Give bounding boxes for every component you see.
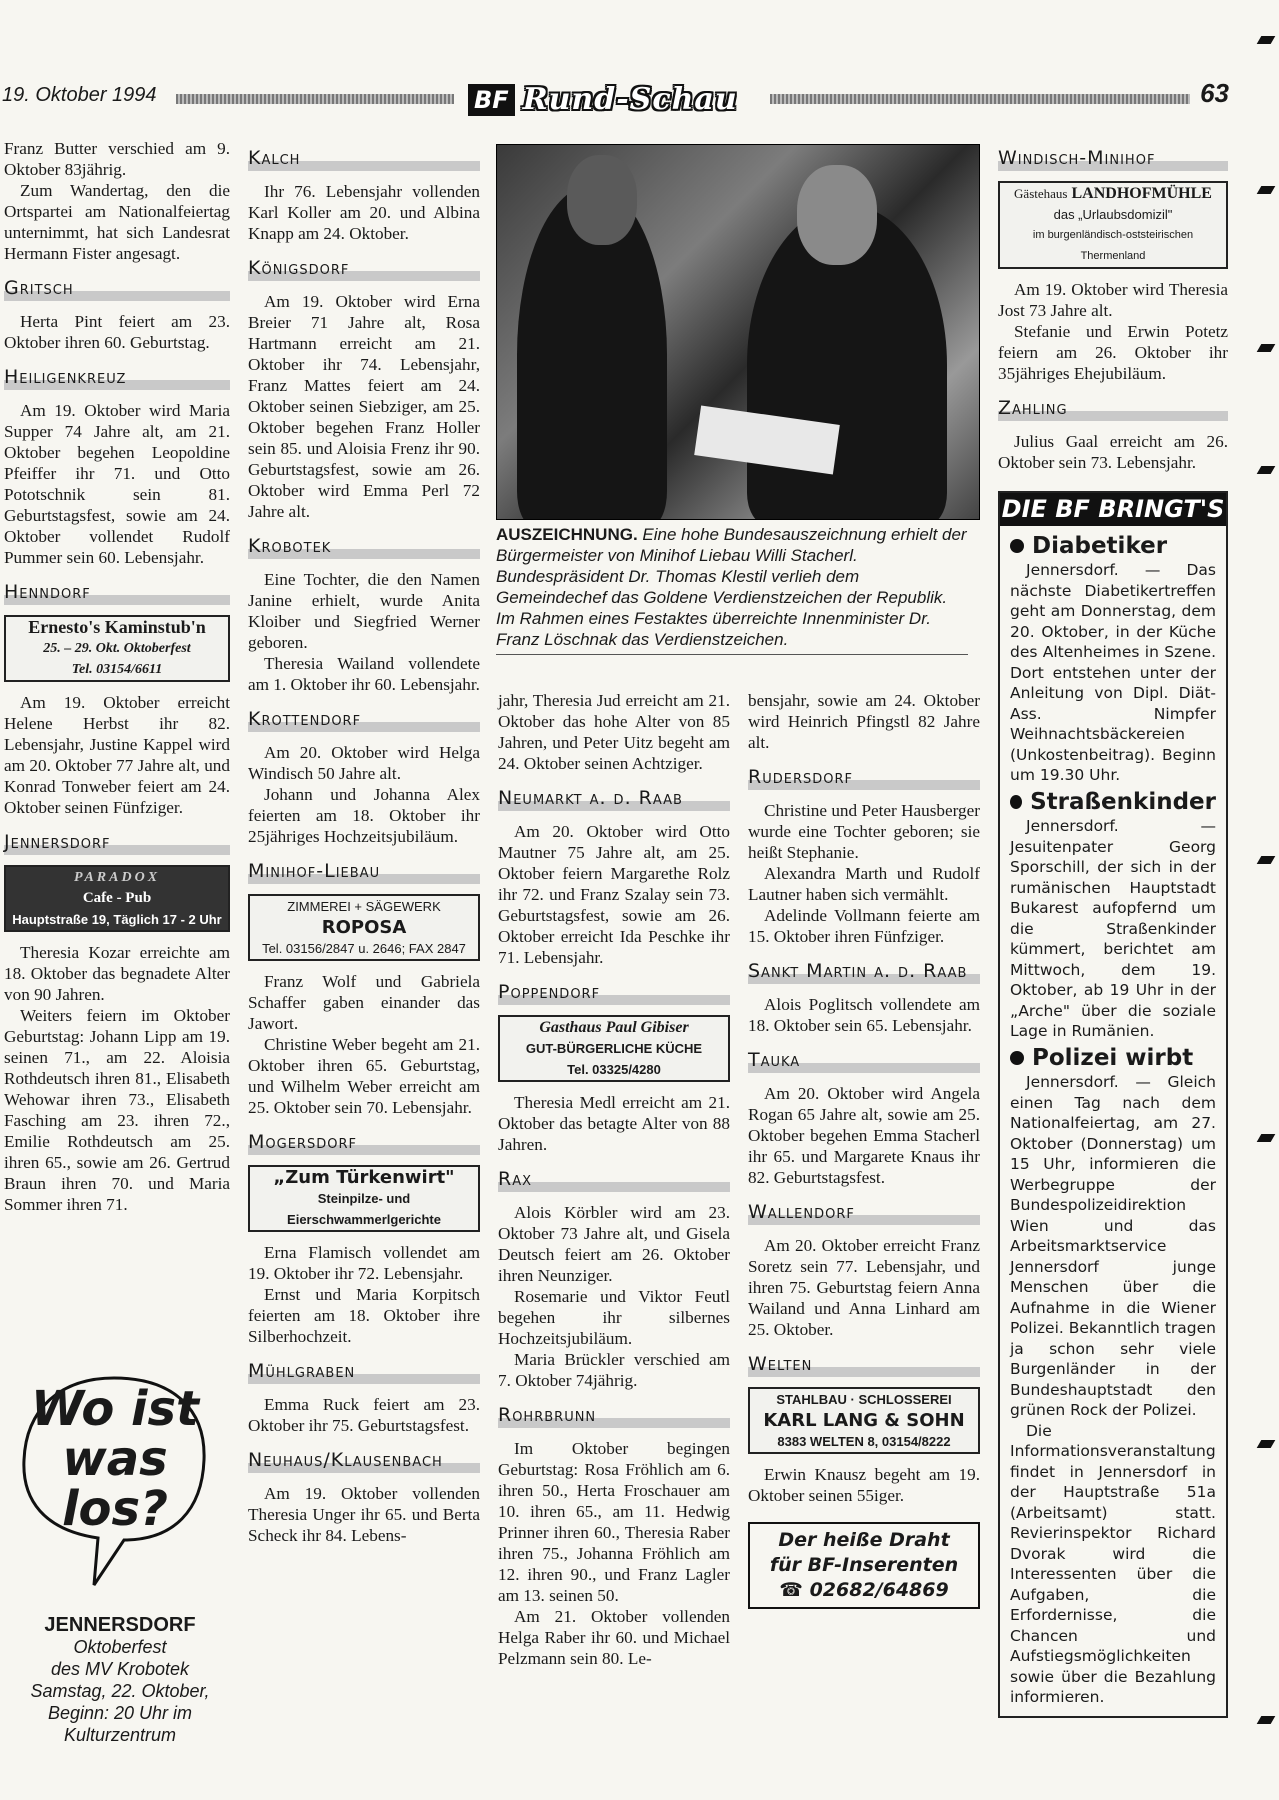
ad-paradox — [4, 865, 230, 932]
hotline-box — [748, 1522, 980, 1609]
column-3 — [498, 690, 730, 1669]
hotline-line: für BF-Inserenten — [769, 1554, 959, 1576]
article-paragraph: Am 20. Oktober wird Angela Rogan 65 Jahre alt, sowie am 25. Oktober begehen Emma Stacherl ihr 65. und Margarete Knaus ihr 82. Geburtstagsfest. — [748, 1084, 980, 1187]
article-paragraph: Franz Wolf und Gabriela Schaffer gaben einander das Jawort. — [248, 972, 480, 1033]
article-paragraph: Rosemarie und Viktor Feutl begehen ihr silbernes Hochzeitsjubiläum. — [498, 1287, 730, 1348]
article-paragraph: Adelinde Vollmann feierte am 15. Oktober ihren Fünfziger. — [748, 906, 980, 946]
ad-title: LANDHOFMÜHLE — [1071, 185, 1212, 202]
article-paragraph: Am 19. Oktober wird Maria Supper 74 Jahre alt, am 21. Oktober begehen Leopoldine Pfeiffer ihr 71. und Otto Pototschnik sein 81. Geburtstagsfest, sowie am 24. Oktober vollendet Rudolf Pummer sein 60. Lebensjahr. — [4, 401, 230, 567]
bullet-icon — [1010, 539, 1024, 553]
article-paragraph: Ernst und Maria Korpitsch feierten am 18. Oktober ihre Silberhochzeit. — [248, 1285, 480, 1346]
ad-title: PARADOX — [73, 870, 161, 885]
section-heading: Poppendorf — [498, 980, 730, 1005]
bubble-text: Wo ist was los? — [31, 1381, 199, 1537]
box-paragraph: Jennersdorf. — Das nächste Diabetikertreffen geht am Donnerstag, dem 20. Oktober, in der Küche des Altenheimes in Szene. Dort entstehen unter der Anleitung von Dipl. Diät-Ass. Nimpfer Weihnachtsbäckereien (Unkostenbeitrag). Beginn um 19.30 Uhr. — [1010, 561, 1216, 784]
ad-phone: Tel. 03154/6611 — [71, 662, 163, 677]
hotline-phone: 02682/64869 — [809, 1579, 949, 1601]
article-paragraph: Erwin Knausz begeht am 19. Oktober seinen 55iger. — [748, 1465, 980, 1505]
article-paragraph: Eine Tochter, die den Namen Janine erhielt, wurde Anita Kloiber und Siegfried Werner geboren. — [248, 570, 480, 652]
article-paragraph: Alois Poglitsch vollendete am 18. Oktober sein 65. Lebensjahr. — [748, 995, 980, 1035]
article-paragraph: Theresia Wailand vollendete am 1. Oktober ihr 60. Lebensjahr. — [248, 654, 480, 694]
box-heading: Straßenkinder — [1030, 788, 1216, 815]
ad-address: 8383 WELTEN 8, 03154/8222 — [777, 1434, 951, 1449]
event-line: Beginn: 20 Uhr im — [47, 1703, 193, 1723]
column-2 — [248, 138, 480, 1546]
section-heading: Zahling — [998, 396, 1228, 421]
article-paragraph: Erna Flamisch vollendet am 19. Oktober ihr 72. Lebensjahr. — [248, 1243, 480, 1283]
article-paragraph: Christine und Peter Hausberger wurde eine Tochter geboren; sie heißt Stephanie. — [748, 801, 980, 862]
ad-title: Ernesto's Kaminstub'n — [28, 617, 206, 637]
ad-text: im burgenländisch-oststeirischen Thermenland — [1032, 229, 1194, 262]
box-heading: Polizei wirbt — [1032, 1044, 1194, 1071]
article-paragraph: Am 19. Oktober wird Theresia Jost 73 Jahre alt. — [998, 280, 1228, 320]
column-5 — [998, 138, 1228, 1718]
scan-mark — [1257, 344, 1276, 352]
ad-text: Eierschwammerlgerichte — [287, 1212, 441, 1227]
section-heading: Rohrbrunn — [498, 1403, 730, 1428]
section-heading: Rudersdorf — [748, 765, 980, 790]
issue-date: 19. Oktober 1994 — [2, 84, 157, 106]
article-paragraph: Franz Butter verschied am 9. Oktober 83jährig. — [4, 139, 230, 179]
ad-text: Cafe - Pub — [82, 890, 152, 906]
box-paragraph: Jennersdorf. — Gleich einen Tag nach dem Nationalfeiertag, am 27. Oktober (Donnerstag) um 15 Uhr, informieren die Werbegruppe der Bundespolizeidirektion Wien und das Arbeitsmarktservice Jennersdorf junge Menschen über die Aufnahme in die Wiener Polizei. Bekanntlich tragen ja schon sehr viele Burgenländer in der Bundeshauptstadt den grünen Rock der Polizei. — [1010, 1073, 1216, 1419]
article-paragraph: jahr, Theresia Jud erreicht am 21. Oktober das hohe Alter von 85 Jahren, und Peter Uitz begeht am 24. Oktober seinen Achtziger. — [498, 691, 730, 773]
event-line: Oktoberfest — [73, 1637, 167, 1657]
event-line: Kulturzentrum — [63, 1725, 177, 1745]
section-heading: Welten — [748, 1352, 980, 1377]
article-paragraph: Im Oktober begingen Geburtstag: Rosa Fröhlich am 6. ihren 50., Herta Froschauer am 10. ihren 65., am 11. Hedwig Prinner ihren 60., Theresia Raber ihren 75., Johanna Fröhlich am 12. ihren 90., und Franz Lagler am 13. seinen 50. — [498, 1439, 730, 1605]
article-paragraph: Julius Gaal erreicht am 26. Oktober sein 73. Lebensjahr. — [998, 432, 1228, 472]
section-heading: Mühlgraben — [248, 1359, 480, 1384]
ad-text: GUT-BÜRGERLICHE KÜCHE — [525, 1041, 703, 1056]
article-paragraph: Herta Pint feiert am 23. Oktober ihren 60. Geburtstag. — [4, 312, 230, 352]
event-line: des MV Krobotek — [50, 1659, 190, 1679]
ad-text: Gästehaus — [1014, 186, 1068, 201]
article-paragraph: Christine Weber begeht am 21. Oktober ihren 65. Geburtstag, und Wilhelm Weber erreicht am 25. Oktober sein 70. Lebensjahr. — [248, 1035, 480, 1117]
bullet-icon — [1010, 795, 1022, 809]
scan-mark — [1257, 186, 1276, 194]
header-rule-right — [770, 94, 1190, 104]
article-paragraph: bensjahr, sowie am 24. Oktober wird Heinrich Pfingstl 82 Jahre alt. — [748, 691, 980, 752]
section-heading: Krottendorf — [248, 707, 480, 732]
header-rule-left — [176, 94, 454, 104]
ad-text: ZIMMEREI + SÄGEWERK — [287, 899, 441, 914]
ad-gibiser — [498, 1015, 730, 1082]
ad-address: Hauptstraße 19, Täglich 17 - 2 Uhr — [12, 912, 222, 927]
event-place: JENNERSDORF — [44, 1614, 196, 1636]
box-paragraph: Die Informationsveranstaltung findet in Jennersdorf in der Hauptstraße 51a (Arbeitsamt) statt. Revierinspektor Richard Dvorak wird die Interessenten über die Aufgaben, die Erfordernisse, die Chancen und Aufstiegsmöglichkeiten sowie über die Bezahlung informieren. — [1010, 1421, 1216, 1706]
ad-title: „Zum Türkenwirt" — [273, 1167, 455, 1188]
ad-text: Steinpilze- und — [317, 1191, 411, 1206]
section-heading: Windisch-Minihof — [998, 146, 1228, 171]
article-paragraph: Alexandra Marth und Rudolf Lautner haben sich vermählt. — [748, 864, 980, 904]
scan-mark — [1257, 1134, 1276, 1142]
bf-logo-box: BF — [468, 84, 515, 116]
ad-karl-lang — [748, 1387, 980, 1454]
section-heading: Krobotek — [248, 534, 480, 559]
section-heading: Königsdorf — [248, 256, 480, 281]
article-paragraph: Am 20. Oktober wird Otto Mautner 75 Jahre alt, am 25. Oktober feiern Margarethe Rolz ihr 72. und Franz Szalay sein 73. Geburtstagsfest, sowie am 26. Oktober erreicht Ida Peschke ihr 71. Lebensjahr. — [498, 822, 730, 967]
section-heading: Henndorf — [4, 580, 230, 605]
scan-mark — [1257, 856, 1276, 864]
article-paragraph: Ihr 76. Lebensjahr vollenden Karl Koller am 20. und Albina Knapp am 24. Oktober. — [248, 182, 480, 243]
ad-roposa — [248, 894, 480, 961]
article-paragraph: Theresia Kozar erreichte am 18. Oktober das begnadete Alter von 90 Jahren. — [4, 943, 230, 1004]
masthead-logo — [468, 82, 738, 117]
section-heading: Kalch — [248, 146, 480, 171]
photo-caption — [496, 524, 968, 655]
scan-mark — [1257, 36, 1276, 44]
article-paragraph: Am 19. Oktober vollenden Theresia Unger ihr 65. und Berta Scheck ihr 84. Lebens- — [248, 1484, 480, 1545]
award-photo — [496, 144, 980, 520]
article-paragraph: Am 20. Oktober wird Helga Windisch 50 Jahre alt. — [248, 743, 480, 783]
article-paragraph: Theresia Medl erreicht am 21. Oktober das betagte Alter von 88 Jahren. — [498, 1093, 730, 1154]
column-4 — [748, 690, 980, 1609]
article-paragraph: Am 19. Oktober erreicht Helene Herbst ihr 82. Lebensjahr, Justine Kappel wird am 20. Oktober 77 Jahre alt, und Konrad Tonweber feiert am 24. Oktober seinen Fünfziger. — [4, 693, 230, 817]
ad-text: 25. – 29. Okt. Oktoberfest — [43, 641, 191, 656]
box-heading: Diabetiker — [1032, 532, 1168, 559]
box-title: DIE BF BRINGT'S — [1000, 493, 1226, 526]
ad-title: ROPOSA — [321, 917, 407, 938]
section-heading: Neumarkt a. d. Raab — [498, 786, 730, 811]
ad-text: STAHLBAU · SCHLOSSEREI — [776, 1392, 952, 1407]
section-heading: Jennersdorf — [4, 830, 230, 855]
event-box — [20, 1614, 220, 1746]
column-1 — [4, 138, 230, 1215]
ad-title: KARL LANG & SOHN — [763, 1410, 965, 1431]
event-line: Samstag, 22. Oktober, — [30, 1681, 210, 1701]
article-paragraph: Weiters feiern im Oktober Geburtstag: Johann Lipp am 19. seinen 71., am 22. Aloisia Rothdeutsch ihren 81., Elisabeth Wehowar ihren 73., Elisabeth Fasching am 23. ihren 72., Emilie Rothdeutsch am 25. ihren 65., sowie am 26. Gertrud Braun ihren 70. und Maria Sommer ihren 71. — [4, 1006, 230, 1214]
section-heading: Heiligenkreuz — [4, 365, 230, 390]
ad-title: Gasthaus Paul Gibiser — [539, 1019, 689, 1036]
ad-tuerkenwirt — [248, 1165, 480, 1232]
ad-phone: Tel. 03156/2847 u. 2646; FAX 2847 — [262, 941, 466, 956]
phone-icon: ☎ — [779, 1579, 810, 1601]
article-paragraph: Am 19. Oktober wird Erna Breier 71 Jahre alt, Rosa Hartmann erreicht am 21. Oktober ihr 74. Lebensjahr, Franz Mattes feiert am 24. Oktober seinen Siebziger, am 25. Oktober begehen Franz Holler sein 85. und Aloisia Frenz ihr 90. Geburtstagsfest, sowie am 26. Oktober wird Emma Perl 72 Jahre alt. — [248, 292, 480, 521]
section-heading: Minihof-Liebau — [248, 859, 480, 884]
section-heading: Sankt Martin a. d. Raab — [748, 959, 980, 984]
article-paragraph: Zum Wandertag, den die Ortspartei am Nationalfeiertag unternimmt, hat sich Landesrat Hermann Fister angesagt. — [4, 181, 230, 263]
section-heading: Rax — [498, 1167, 730, 1192]
article-paragraph: Emma Ruck feiert am 23. Oktober ihr 75. Geburtstagsfest. — [248, 1395, 480, 1435]
hotline-line: Der heiße Draht — [778, 1529, 950, 1551]
caption-text: Eine hohe Bundesauszeichnung erhielt der Bürgermeister von Minihof Liebau Willi Stacherl. Bundespräsident Dr. Thomas Klestil verlieh dem Gemeindechef das Goldene Verdienstzeichen der Republik. Im Rahmen eines Festaktes überreichte Innenminister Dr. Franz Löschnak das Verdienstzeichen. — [496, 525, 967, 649]
section-heading: Mogersdorf — [248, 1130, 480, 1155]
scan-mark — [1257, 1440, 1276, 1448]
caption-head: AUSZEICHNUNG. — [496, 525, 638, 544]
article-paragraph: Am 20. Oktober erreicht Franz Soretz sein 77. Lebensjahr, und ihren 75. Geburtstag feiern Anna Wailand und Anna Linhard am 25. Oktober. — [748, 1236, 980, 1339]
rundschau-title: Rund-Schau — [522, 82, 738, 117]
section-heading: Gritsch — [4, 276, 230, 301]
article-paragraph: Am 21. Oktober vollenden Helga Raber ihr 60. und Michael Pelzmann sein 80. Le- — [498, 1607, 730, 1668]
box-paragraph: Jennersdorf. — Jesuitenpater Georg Sporschill, der sich in der rumänischen Hauptstadt Bukarest aufopfernd um die Straßenkinder kümmert, berichtet am Mittwoch, dem 19. Oktober, ab 19 Uhr in der „Arche" über die soziale Lage in Rumänien. — [1010, 817, 1216, 1040]
section-heading: Wallendorf — [748, 1200, 980, 1225]
ad-ernesto — [4, 615, 230, 682]
page-number: 63 — [1200, 78, 1229, 108]
article-paragraph: Maria Brückler verschied am 7. Oktober 74jährig. — [498, 1350, 730, 1390]
bullet-icon — [1010, 1051, 1024, 1065]
section-heading: Neuhaus/Klausenbach — [248, 1448, 480, 1473]
article-paragraph: Johann und Johanna Alex feierten am 18. Oktober ihr 25jähriges Hochzeitsjubiläum. — [248, 785, 480, 846]
article-paragraph: Stefanie und Erwin Potetz feiern am 26. Oktober ihr 35jähriges Ehejubiläum. — [998, 322, 1228, 383]
section-heading: Tauka — [748, 1048, 980, 1073]
bf-bringts-box — [998, 491, 1228, 1718]
ad-landhofmuehle — [998, 181, 1228, 269]
ad-phone: Tel. 03325/4280 — [567, 1062, 661, 1077]
ad-text: das „Urlaubsdomizil" — [1053, 207, 1173, 222]
scan-mark — [1257, 466, 1276, 474]
article-paragraph: Alois Körbler wird am 23. Oktober 73 Jahre alt, und Gisela Deutsch feiert am 26. Oktober ihren Neunziger. — [498, 1203, 730, 1285]
scan-mark — [1257, 1716, 1276, 1724]
